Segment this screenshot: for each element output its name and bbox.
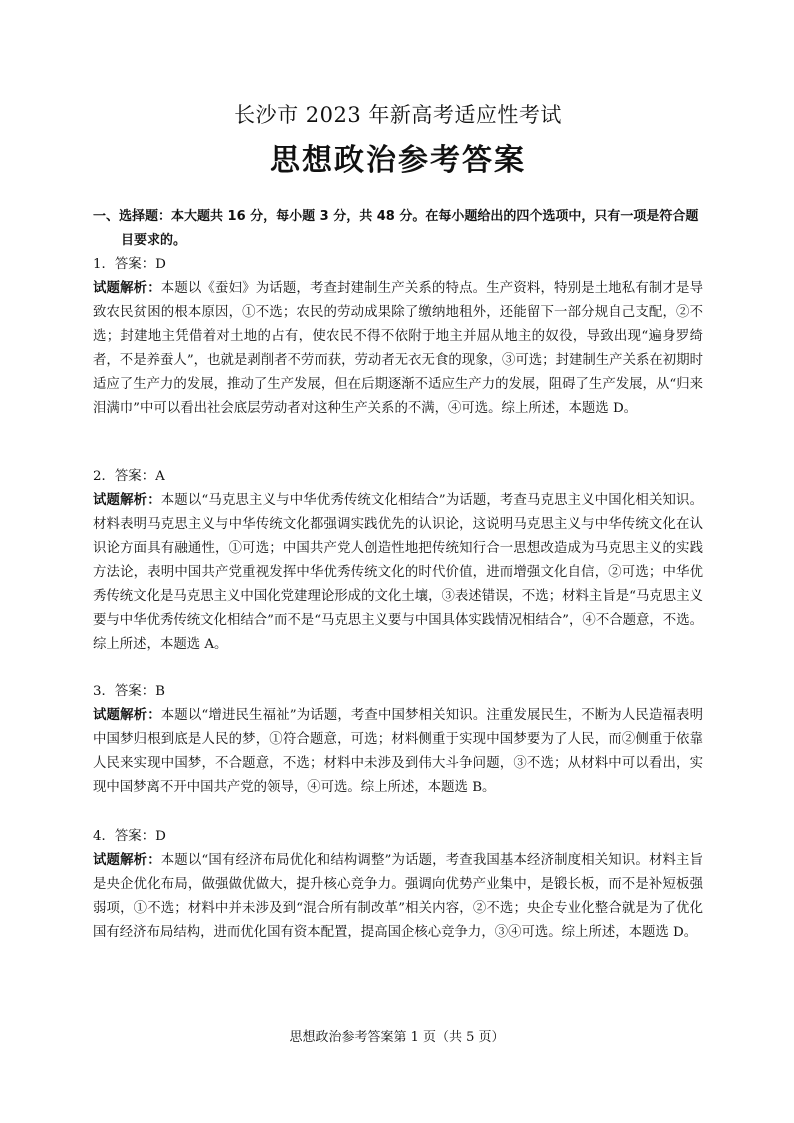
answer-line: 3．答案：B — [93, 684, 165, 699]
analysis-label: 试题解析： — [93, 708, 161, 723]
analysis-label: 试题解析： — [93, 281, 161, 296]
exam-title: 长沙市 2023 年新高考适应性考试 — [234, 103, 562, 127]
question-3 — [93, 680, 703, 800]
analysis-paragraph — [93, 704, 703, 800]
document-title: 思想政治参考答案 — [270, 143, 526, 178]
analysis-text: 本题以“马克思主义与中华优秀传统文化相结合”为话题，考查马克思主义中国化相关知识。材料表明马克思主义与中华传统文化都强调实践优先的认识论，这说明马克思主义与中华传统文化在认识论方面具有融通性，①可选；中国共产党人创造性地把传统知行合一思想改造成为马克思主义的实践方法论，表明中国共产党重视发挥中华优秀传统文化的时代价值，进而增强文化自信，②可选；中华优秀传统文化是马克思主义中国化党建理论形成的文化土壤，③表述错误，不选；材料主旨是“马克思主义要与中华优秀传统文化相结合”而不是“马克思主义要与中国具体实践情况相结合”，④不合题意，不选。综上所述，本题选 A。 — [93, 493, 703, 652]
page-footer: 思想政治参考答案第 1 页（共 5 页） — [289, 1030, 505, 1045]
analysis-text: 本题以“增进民生福祉”为话题，考查中国梦相关知识。注重发展民生，不断为人民造福表明中国梦归根到底是人民的梦，①符合题意，可选；材料侧重于实现中国梦要为了人民，而②侧重于依靠人民来实现中国梦，不合题意，不选；材料中未涉及到伟大斗争问题，③不选；从材料中可以看出，实现中国梦离不开中国共产党的领导，④可选。综上所述，本题选 B。 — [93, 708, 703, 795]
section-heading: 一、选择题：本大题共 16 分，每小题 3 分，共 48 分。在每小题给出的四个选项中，只有一项是符合题目要求的。 — [93, 209, 699, 248]
answer-line: 4．答案：D — [93, 829, 166, 844]
analysis-label: 试题解析： — [93, 853, 161, 868]
analysis-text: 本题以“国有经济布局优化和结构调整”为话题，考查我国基本经济制度相关知识。材料主旨是央企优化布局，做强做优做大，提升核心竞争力。强调向优势产业集中，是锻长板，而不是补短板强弱项，①不选；材料中并未涉及到“混合所有制改革”相关内容，②不选；央企专业化整合就是为了优化国有经济布局结构，进而优化国有资本配置，提高国企核心竞争力，③④可选。综上所述，本题选 D。 — [93, 853, 703, 940]
analysis-label: 试题解析： — [93, 493, 161, 508]
question-1 — [93, 253, 703, 421]
analysis-paragraph — [93, 277, 703, 421]
answer-line: 2．答案：A — [93, 469, 165, 484]
answer-line: 1．答案：D — [93, 257, 166, 272]
analysis-paragraph — [93, 489, 703, 657]
question-4 — [93, 825, 703, 945]
analysis-text: 本题以《蚕妇》为话题，考查封建制生产关系的特点。生产资料，特别是土地私有制才是导致农民贫困的根本原因，①不选；农民的劳动成果除了缴纳地租外，还能留下一部分规自己支配，②不选；封建地主凭借着对土地的占有，使农民不得不依附于地主并屈从地主的奴役，导致出现“遍身罗绮者，不是养蚕人”，也就是剥削者不劳而获，劳动者无衣无食的现象，③可选；封建制生产关系在初期时适应了生产力的发展，推动了生产发展，但在后期逐渐不适应生产力的发展，阻碍了生产发展，从“归来泪满巾”中可以看出社会底层劳动者对这种生产关系的不满，④可选。综上所述，本题选 D。 — [93, 281, 703, 416]
analysis-paragraph — [93, 849, 703, 945]
question-2 — [93, 465, 703, 657]
